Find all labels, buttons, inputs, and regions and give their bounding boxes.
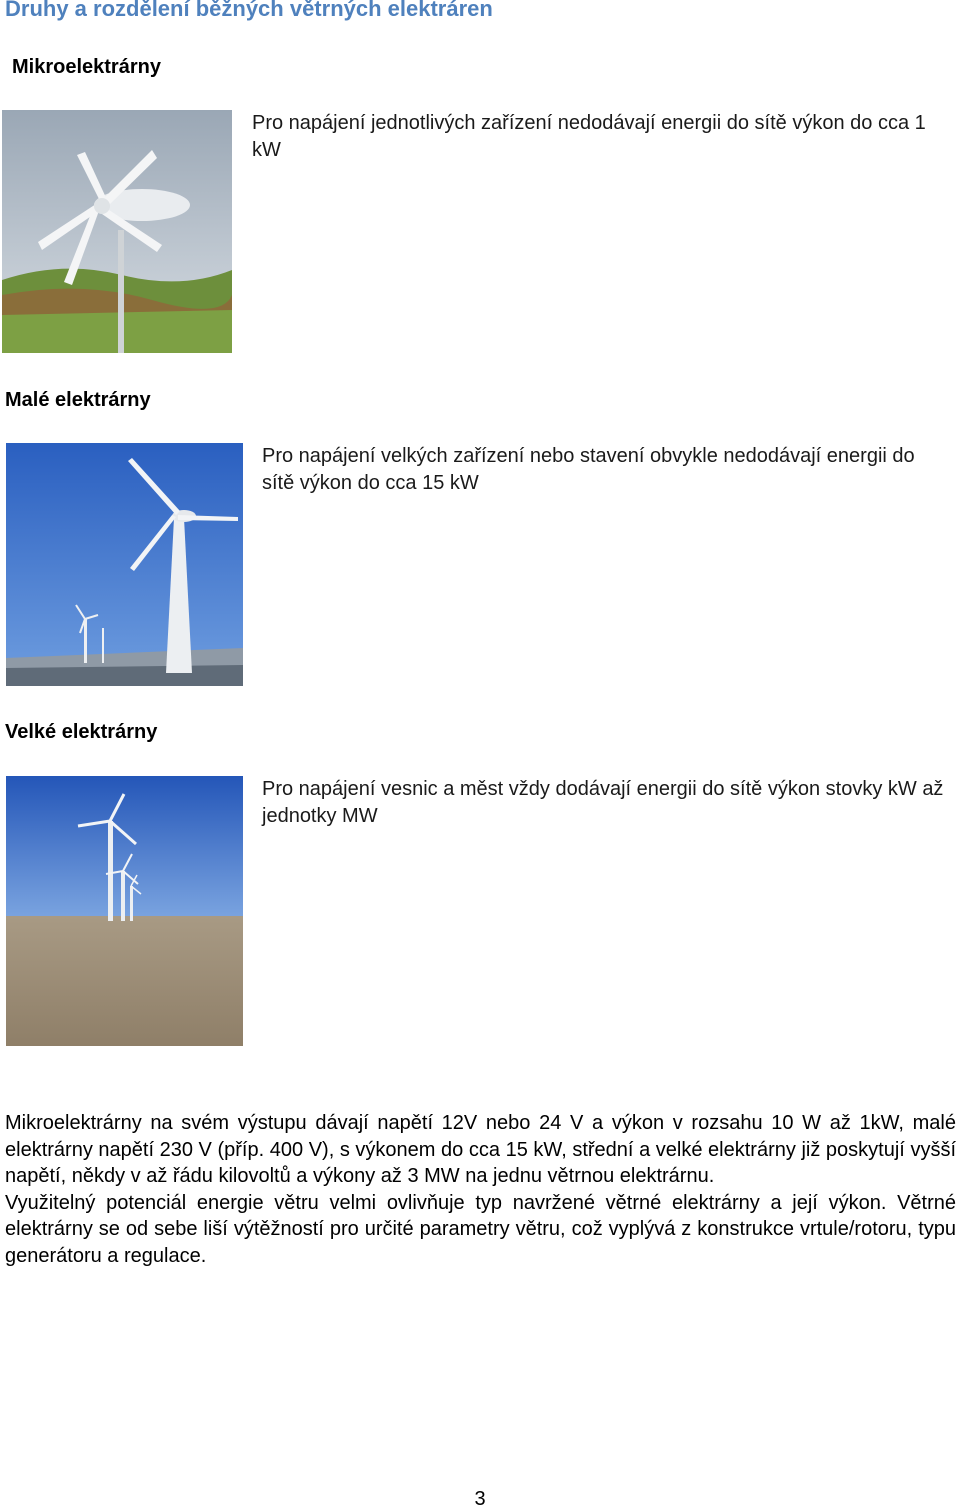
large-wind-farm-photo (6, 776, 243, 1046)
section-heading-large: Velké elektrárny (5, 721, 158, 743)
body-text (5, 1110, 956, 1269)
section-description-small: Pro napájení velkých zařízení nebo stavení obvykle nedodávají energii do sítě výkon do cca 15 kW (262, 445, 915, 494)
small-wind-turbine-photo (6, 443, 243, 686)
body-paragraph: Využitelný potenciál energie větru velmi ovlivňuje typ navržené větrné elektrárny a její výkon. Větrné elektrárny se od sebe liší výtěžností pro určité parametry větru, což vyplývá z konstrukce vrtule/rotoru, typu generátoru a regulace. (5, 1191, 956, 1267)
page-number: 3 (474, 1488, 486, 1510)
section-heading-small: Malé elektrárny (5, 389, 151, 411)
section-description-micro: Pro napájení jednotlivých zařízení nedodávají energii do sítě výkon do cca 1 kW (252, 112, 926, 161)
body-paragraph: Mikroelektrárny na svém výstupu dávají napětí 12V nebo 24 V a výkon v rozsahu 10 W až 1kW, malé elektrárny napětí 230 V (příp. 400 V), s výkonem do cca 15 kW, střední a velké elektrárny již poskytují vyšší napětí, někdy v až řádu kilovoltů a výkony až 3 MW na jednu větrnou elektrárnu. (5, 1112, 956, 1187)
page-title: Druhy a rozdělení běžných větrných elektráren (5, 0, 493, 21)
section-description-large: Pro napájení vesnic a měst vždy dodávají energii do sítě výkon stovky kW až jednotky MW (262, 778, 944, 827)
section-heading-micro: Mikroelektrárny (12, 56, 161, 78)
micro-wind-turbine-photo (2, 110, 232, 353)
